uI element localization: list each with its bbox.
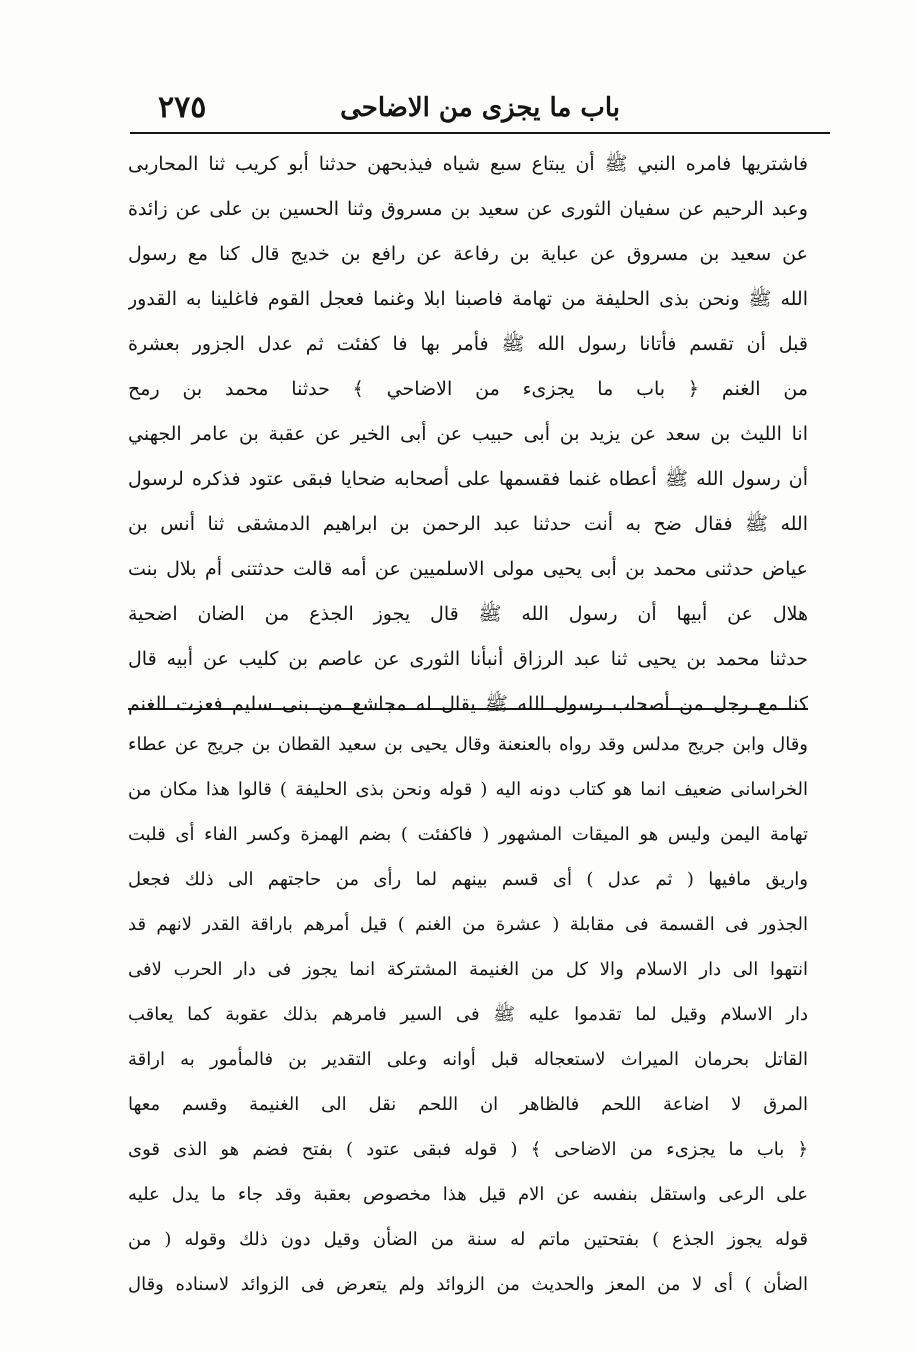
main-text-line: الله ﷺ ونحن بذى الحليفة من تهامة فاصبنا ابلا وغنما فعجل القوم فاغلينا به القدور <box>128 288 808 310</box>
commentary-text <box>128 722 808 1307</box>
page-number: ٢٧٥ <box>158 90 207 125</box>
main-text-line: وعبد الرحيم عن سفيان الثورى عن سعيد بن مسروق وثنا الحسين بن على عن زائدة <box>128 198 808 220</box>
commentary-line: وقال وابن جريج مدلس وقد رواه بالعنعنة وقال يحيى بن سعيد القطان بن جريج عن عطاء <box>128 734 808 755</box>
commentary-line: المرق لا اضاعة اللحم فالظاهر ان اللحم نقل الى الغنيمة وقسم معها <box>128 1094 808 1115</box>
main-text-line: قبل أن تقسم فأتانا رسول الله ﷺ فأمر بها فا كفئت ثم عدل الجزور بعشرة <box>128 333 808 355</box>
commentary-line: تهامة اليمن وليس هو الميقات المشهور ( فاكفئت ) بضم الهمزة وكسر الفاء أى قلبت <box>128 824 808 845</box>
main-text-line: انا الليث بن سعد عن يزيد بن أبى حبيب عن أبى الخير عن عقبة بن عامر الجهني <box>128 423 808 445</box>
main-text-line: أن رسول الله ﷺ أعطاه غنما فقسمها على أصحابه ضحايا فبقى عتود فذكره لرسول <box>128 468 808 490</box>
commentary-line: الضأن ) أى لا من المعز والحديث من الزوائد ولم يتعرض فى الزوائد لاسناده وقال <box>128 1274 808 1295</box>
commentary-line: واريق مافيها ( ثم عدل ) أى قسم بينهم لما رأى من حاجتهم الى ذلك فجعل <box>128 869 808 890</box>
main-text-line: عياض حدثنى محمد بن أبى يحيى مولى الاسلميين عن أمه قالت حدثتنى أم بلال بنت <box>128 558 808 580</box>
main-text-line: حدثنا محمد بن يحيى ثنا عبد الرزاق أنبأنا الثورى عن عاصم بن كليب عن أبيه قال <box>128 648 808 670</box>
main-text-line: من الغنم ﴿ باب ما يجزىء من الاضاحي ﴾ حدثنا محمد بن رمح <box>128 378 808 400</box>
page-header <box>130 88 830 134</box>
main-text-line: عن سعيد بن مسروق عن عباية بن رفاعة عن رافع بن خديج قال كنا مع رسول <box>128 243 808 265</box>
commentary-line: الجذور فى القسمة فى مقابلة ( عشرة من الغنم ) قيل أمرهم باراقة القدر لانهم قد <box>128 914 808 935</box>
main-text <box>128 142 808 727</box>
header-rule <box>130 132 830 134</box>
commentary-line: على الرعى واستقل بنفسه عن الام قيل هذا مخصوص بعقبة وقد جاء ما يدل عليه <box>128 1184 808 1205</box>
main-text-line: كنا مع رجل من أصحاب رسول الله ﷺ يقال له مجاشع من بنى سليم فعزت الغنم <box>128 693 808 715</box>
main-text-line: هلال عن أبيها أن رسول الله ﷺ قال يجوز الجذع من الضان اضحية <box>128 603 808 625</box>
main-text-line: فاشتريها فامره النبي ﷺ أن يبتاع سبع شياه فيذبحهن حدثنا أبو كريب ثنا المحاربى <box>128 153 808 175</box>
commentary-line: دار الاسلام وقيل لما تقدموا عليه ﷺ فى السير فامرهم بذلك عقوبة كما يعاقب <box>128 1004 808 1025</box>
commentary-line: القاتل بحرمان الميراث لاستعجاله قبل أوانه وعلى التقدير بن فالمأمور به اراقة <box>128 1049 808 1070</box>
commentary-line: قوله يجوز الجذع ) بفتحتين ماتم له سنة من الضأن وقيل دون ذلك وقوله ( من <box>128 1229 808 1250</box>
chapter-title: باب ما يجزى من الاضاحى <box>340 93 620 123</box>
footnote-divider <box>128 708 808 710</box>
commentary-line: الخراسانى ضعيف انما هو كتاب دونه اليه ( قوله ونحن بذى الحليفة ) قالوا هذا مكان من <box>128 779 808 800</box>
commentary-line: ﴿ باب ما يجزىء من الاضاحى ﴾ ( قوله فبقى عتود ) بفتح فضم هو الذى قوى <box>128 1139 808 1160</box>
main-text-line: الله ﷺ فقال ضح به أنت حدثنا عبد الرحمن بن ابراهيم الدمشقى ثنا أنس بن <box>128 513 808 535</box>
commentary-line: انتهوا الى دار الاسلام والا كل من الغنيمة المشتركة انما يجوز فى دار الحرب لافى <box>128 959 808 980</box>
